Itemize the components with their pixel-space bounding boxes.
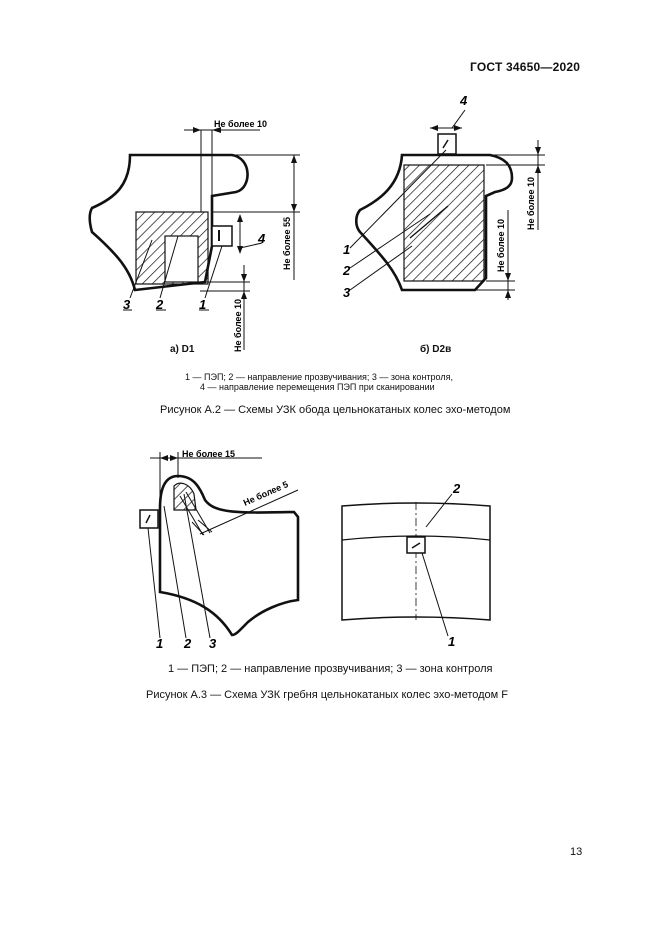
probe-a3 <box>140 510 158 528</box>
direction-rect-d1 <box>165 236 198 282</box>
legend-a3: 1 — ПЭП; 2 — направление прозвучивания; 3 — зона контроля <box>168 663 493 675</box>
label-1-a3-surface: 1 <box>448 634 456 649</box>
subcaption-a: а) D1 <box>170 344 195 355</box>
label-2-d2: 2 <box>343 263 351 278</box>
figure-a3-flange-drawing <box>140 452 298 638</box>
caption-a3: Рисунок А.3 — Схема УЗК гребня цельнокатаных колес эхо-методом F <box>146 689 509 701</box>
probe-d2 <box>438 134 456 154</box>
standard-header: ГОСТ 34650—2020 <box>470 60 581 74</box>
label-4-d1: 4 <box>258 231 266 246</box>
subcaption-b: б) D2в <box>420 344 452 355</box>
label-1-a3: 1 <box>156 636 164 651</box>
label-3-d2: 3 <box>343 285 351 300</box>
caption-a2: Рисунок А.2 — Схемы УЗК обода цельнокатаных колес эхо-методом <box>160 404 511 416</box>
label-3-a3: 3 <box>209 636 217 651</box>
label-2-a3-surface: 2 <box>453 481 461 496</box>
label-1-d2: 1 <box>343 242 351 257</box>
dim-max15: Не более 15 <box>182 449 235 459</box>
dim-max10-top: Не более 10 <box>214 119 267 129</box>
label-1-d1: 1 <box>199 297 207 312</box>
label-4-d2: 4 <box>460 93 468 108</box>
legend-a2-line2: 4 — направление перемещения ПЭП при сканировании <box>200 382 435 392</box>
probe-d1 <box>212 226 232 246</box>
dim-max10-bottom: Не более 10 <box>233 299 243 352</box>
page-number: 13 <box>570 846 583 858</box>
figure-a3-surface-drawing <box>342 494 490 636</box>
label-3-d1: 3 <box>123 297 131 312</box>
dim-max5: Не более 5 <box>241 479 290 508</box>
figure-a2-d1-drawing <box>90 127 300 350</box>
dim-max55: Не более 55 <box>282 217 292 270</box>
dim-max10-right: Не более 10 <box>496 219 506 272</box>
legend-a2-line1: 1 — ПЭП; 2 — направление прозвучивания; 3 — зона контроля, <box>185 372 453 382</box>
label-2-d1: 2 <box>156 297 164 312</box>
figure-a2-d2-drawing <box>350 110 545 300</box>
flange-control-zone <box>174 483 196 510</box>
label-2-a3: 2 <box>184 636 192 651</box>
dim-max10-side: Не более 10 <box>526 177 536 230</box>
